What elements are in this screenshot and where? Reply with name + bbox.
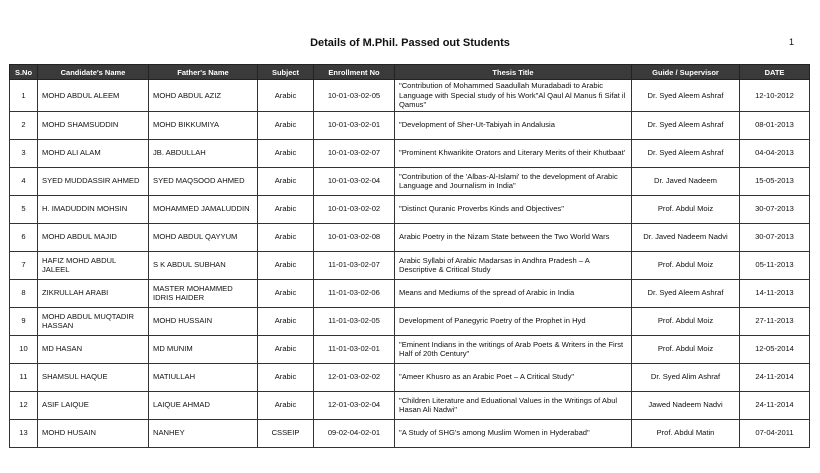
father-name-cell: MOHD BIKKUMIYA xyxy=(149,111,258,139)
enrollment-no-cell: 10-01-03-02-01 xyxy=(314,111,395,139)
candidate-name-header: Candidate's Name xyxy=(38,65,149,80)
thesis-title-cell: "Contribution of Mohammed Saadullah Muradabadi to Arabic Language with Special study of his Work"Al Qaul Al Manus fi Sifat il Qamus" xyxy=(395,80,632,112)
sno-cell: 10 xyxy=(10,335,38,363)
enrollment-no-header: Enrollment No xyxy=(314,65,395,80)
date-cell: 04-04-2013 xyxy=(740,139,810,167)
father-name-cell: S K ABDUL SUBHAN xyxy=(149,251,258,279)
guide-cell: Dr. Syed Aleem Ashraf xyxy=(632,80,740,112)
sno-cell: 7 xyxy=(10,251,38,279)
table-row xyxy=(10,139,810,167)
table-row xyxy=(10,363,810,391)
table-row xyxy=(10,391,810,419)
thesis-title-cell: Arabic Poetry in the Nizam State between the Two World Wars xyxy=(395,223,632,251)
sno-cell: 9 xyxy=(10,307,38,335)
enrollment-no-cell: 10-01-03-02-08 xyxy=(314,223,395,251)
candidate-name-cell: HAFIZ MOHD ABDUL JALEEL xyxy=(38,251,149,279)
subject-cell: Arabic xyxy=(258,167,314,195)
candidate-name-cell: MD HASAN xyxy=(38,335,149,363)
enrollment-no-cell: 09-02-04-02-01 xyxy=(314,419,395,447)
enrollment-no-cell: 10-01-03-02-07 xyxy=(314,139,395,167)
students-table xyxy=(9,64,810,448)
candidate-name-cell: MOHD ABDUL MAJID xyxy=(38,223,149,251)
sno-cell: 11 xyxy=(10,363,38,391)
table-row xyxy=(10,195,810,223)
candidate-name-cell: ZIKRULLAH ARABI xyxy=(38,279,149,307)
sno-cell: 5 xyxy=(10,195,38,223)
enrollment-no-cell: 12-01-03-02-04 xyxy=(314,391,395,419)
subject-cell: Arabic xyxy=(258,111,314,139)
enrollment-no-cell: 11-01-03-02-06 xyxy=(314,279,395,307)
enrollment-no-cell: 11-01-03-02-01 xyxy=(314,335,395,363)
table-row xyxy=(10,80,810,112)
guide-supervisor-header: Guide / Supervisor xyxy=(632,65,740,80)
date-cell: 12-10-2012 xyxy=(740,80,810,112)
subject-cell: Arabic xyxy=(258,363,314,391)
enrollment-no-cell: 11-01-03-02-07 xyxy=(314,251,395,279)
table-row xyxy=(10,167,810,195)
guide-cell: Dr. Syed Aleem Ashraf xyxy=(632,139,740,167)
candidate-name-cell: ASIF LAIQUE xyxy=(38,391,149,419)
thesis-title-cell: "Children Literature and Eduational Values in the Writings of Abul Hasan Ali Nadwi" xyxy=(395,391,632,419)
enrollment-no-cell: 12-01-03-02-02 xyxy=(314,363,395,391)
enrollment-no-cell: 10-01-03-02-04 xyxy=(314,167,395,195)
table-row xyxy=(10,419,810,447)
subject-cell: Arabic xyxy=(258,251,314,279)
guide-cell: Prof. Abdul Moiz xyxy=(632,307,740,335)
sno-cell: 8 xyxy=(10,279,38,307)
father-name-cell: LAIQUE AHMAD xyxy=(149,391,258,419)
candidate-name-cell: SYED MUDDASSIR AHMED xyxy=(38,167,149,195)
page-number: 1 xyxy=(789,37,795,47)
guide-cell: Dr. Syed Alim Ashraf xyxy=(632,363,740,391)
thesis-title-cell: "Contribution of the 'Albas-Al-Islami' to the development of Arabic Language and Journalism in India" xyxy=(395,167,632,195)
guide-cell: Dr. Syed Aleem Ashraf xyxy=(632,279,740,307)
date-cell: 24-11-2014 xyxy=(740,363,810,391)
candidate-name-cell: MOHD ABDUL MUQTADIR HASSAN xyxy=(38,307,149,335)
father-name-cell: NANHEY xyxy=(149,419,258,447)
father-name-cell: MOHD ABDUL QAYYUM xyxy=(149,223,258,251)
date-cell: 30-07-2013 xyxy=(740,223,810,251)
sno-cell: 12 xyxy=(10,391,38,419)
subject-cell: Arabic xyxy=(258,80,314,112)
candidate-name-cell: MOHD ALI ALAM xyxy=(38,139,149,167)
sno-cell: 1 xyxy=(10,80,38,112)
father-name-cell: MOHD HUSSAIN xyxy=(149,307,258,335)
thesis-title-cell: "A Study of SHG's among Muslim Women in Hyderabad" xyxy=(395,419,632,447)
subject-header: Subject xyxy=(258,65,314,80)
table-row xyxy=(10,223,810,251)
sno-cell: 3 xyxy=(10,139,38,167)
sno-cell: 13 xyxy=(10,419,38,447)
guide-cell: Prof. Abdul Matin xyxy=(632,419,740,447)
father-name-cell: MATIULLAH xyxy=(149,363,258,391)
date-cell: 24-11-2014 xyxy=(740,391,810,419)
candidate-name-cell: MOHD HUSAIN xyxy=(38,419,149,447)
father-name-cell: MASTER MOHAMMED IDRIS HAIDER xyxy=(149,279,258,307)
guide-cell: Prof. Abdul Moiz xyxy=(632,251,740,279)
date-cell: 27-11-2013 xyxy=(740,307,810,335)
candidate-name-cell: MOHD ABDUL ALEEM xyxy=(38,80,149,112)
date-cell: 05-11-2013 xyxy=(740,251,810,279)
subject-cell: Arabic xyxy=(258,307,314,335)
enrollment-no-cell: 11-01-03-02-05 xyxy=(314,307,395,335)
subject-cell: Arabic xyxy=(258,139,314,167)
thesis-title-cell: "Ameer Khusro as an Arabic Poet – A Critical Study" xyxy=(395,363,632,391)
thesis-title-cell: "Prominent Khwarikite Orators and Literary Merits of their Khutbaat' xyxy=(395,139,632,167)
sno-cell: 6 xyxy=(10,223,38,251)
table-row xyxy=(10,251,810,279)
enrollment-no-cell: 10-01-03-02-05 xyxy=(314,80,395,112)
document-title: Details of M.Phil. Passed out Students xyxy=(310,37,510,49)
father-name-cell: MOHAMMED JAMALUDDIN xyxy=(149,195,258,223)
sno-cell: 2 xyxy=(10,111,38,139)
father-name-cell: SYED MAQSOOD AHMED xyxy=(149,167,258,195)
table-header-row xyxy=(10,65,810,80)
father-name-cell: MD MUNIM xyxy=(149,335,258,363)
guide-cell: Prof. Abdul Moiz xyxy=(632,335,740,363)
candidate-name-cell: MOHD SHAMSUDDIN xyxy=(38,111,149,139)
thesis-title-cell: Means and Mediums of the spread of Arabic in India xyxy=(395,279,632,307)
subject-cell: Arabic xyxy=(258,195,314,223)
guide-cell: Prof. Abdul Moiz xyxy=(632,195,740,223)
date-cell: 15-05-2013 xyxy=(740,167,810,195)
candidate-name-cell: H. IMADUDDIN MOHSIN xyxy=(38,195,149,223)
guide-cell: Dr. Syed Aleem Ashraf xyxy=(632,111,740,139)
date-cell: 30-07-2013 xyxy=(740,195,810,223)
subject-cell: Arabic xyxy=(258,223,314,251)
date-cell: 12-05-2014 xyxy=(740,335,810,363)
thesis-title-cell: "Development of Sher-Ut-Tabiyah in Andalusia xyxy=(395,111,632,139)
date-cell: 08-01-2013 xyxy=(740,111,810,139)
enrollment-no-cell: 10-01-03-02-02 xyxy=(314,195,395,223)
subject-cell: CSSEIP xyxy=(258,419,314,447)
table-body xyxy=(10,80,810,448)
date-cell: 07-04-2011 xyxy=(740,419,810,447)
subject-cell: Arabic xyxy=(258,335,314,363)
father-name-cell: JB. ABDULLAH xyxy=(149,139,258,167)
subject-cell: Arabic xyxy=(258,279,314,307)
father-name-cell: MOHD ABDUL AZIZ xyxy=(149,80,258,112)
date-header: DATE xyxy=(740,65,810,80)
thesis-title-header: Thesis Title xyxy=(395,65,632,80)
thesis-title-cell: "Eminent Indians in the writings of Arab Poets & Writers in the First Half of 20th Century" xyxy=(395,335,632,363)
father-name-header: Father's Name xyxy=(149,65,258,80)
table-row xyxy=(10,307,810,335)
date-cell: 14-11-2013 xyxy=(740,279,810,307)
table-row xyxy=(10,335,810,363)
thesis-title-cell: "Distinct Quranic Proverbs Kinds and Objectives" xyxy=(395,195,632,223)
table-row xyxy=(10,279,810,307)
guide-cell: Dr. Javed Nadeem xyxy=(632,167,740,195)
subject-cell: Arabic xyxy=(258,391,314,419)
guide-cell: Jawed Nadeem Nadvi xyxy=(632,391,740,419)
candidate-name-cell: SHAMSUL HAQUE xyxy=(38,363,149,391)
sno-header: S.No xyxy=(10,65,38,80)
thesis-title-cell: Arabic Syllabi of Arabic Madarsas in Andhra Pradesh – A Descriptive & Critical Study xyxy=(395,251,632,279)
table-row xyxy=(10,111,810,139)
guide-cell: Dr. Javed Nadeem Nadvi xyxy=(632,223,740,251)
thesis-title-cell: Development of Panegyric Poetry of the Prophet in Hyd xyxy=(395,307,632,335)
sno-cell: 4 xyxy=(10,167,38,195)
